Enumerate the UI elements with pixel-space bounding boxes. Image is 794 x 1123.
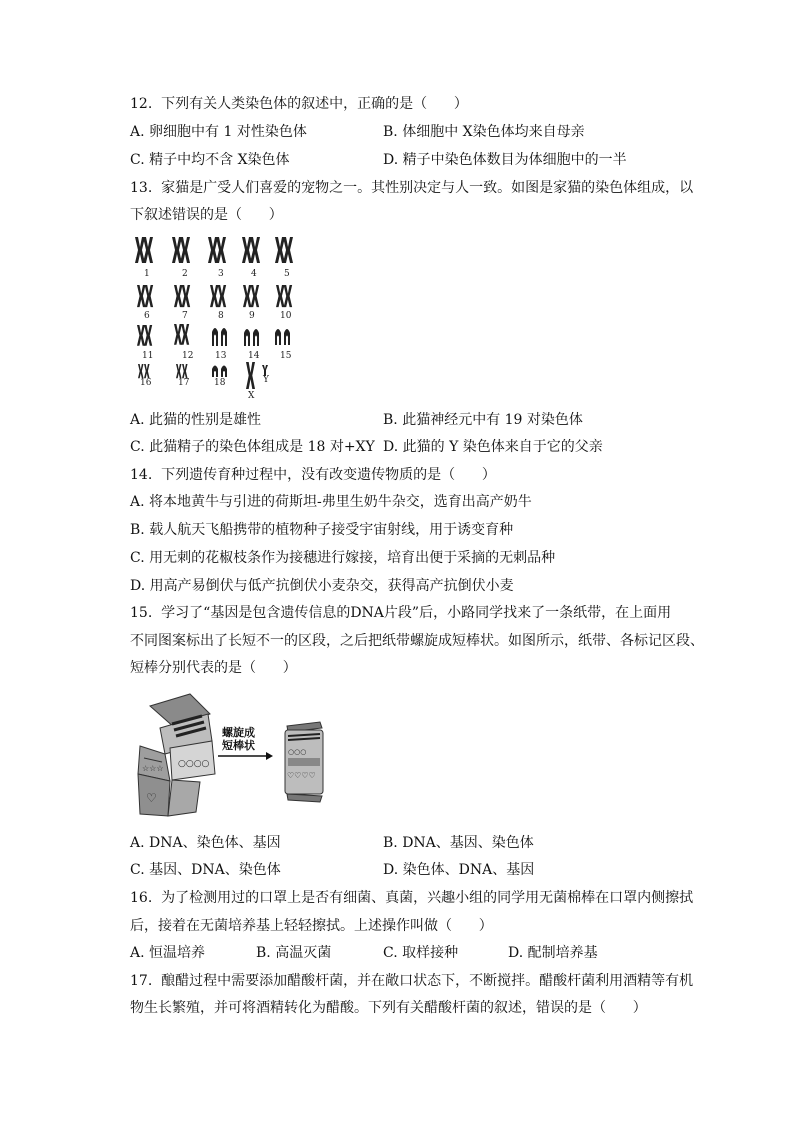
karyo-label-17: 17 bbox=[178, 378, 190, 388]
q13-option-b: B. 此猫神经元中有 19 对染色体 bbox=[383, 412, 583, 428]
karyo-label-7: 7 bbox=[182, 311, 188, 321]
q14-stem: 14. 下列遗传育种过程中，没有改变遗传物质的是（ ） bbox=[130, 467, 496, 483]
q16-option-c: C. 取样接种 bbox=[383, 945, 459, 961]
q16-option-b: B. 高温灭菌 bbox=[256, 945, 332, 961]
q15-stem-line3: 短棒分别代表的是（ ） bbox=[130, 660, 297, 676]
q17-stem-line1: 17. 酿醋过程中需要添加醋酸杆菌，并在敞口状态下，不断搅拌。醋酸杆菌利用酒精等有机 bbox=[130, 973, 694, 989]
q16-stem-line2: 后，接着在无菌培养基上轻轻擦拭。上述操作叫做（ ） bbox=[130, 918, 493, 934]
karyo-label-8: 8 bbox=[218, 311, 224, 321]
paper-strip-figure bbox=[130, 686, 330, 822]
arrow-label-line1: 螺旋成 bbox=[222, 726, 255, 739]
q16-option-a: A. 恒温培养 bbox=[130, 945, 206, 961]
karyo-label-6: 6 bbox=[144, 311, 150, 321]
karyo-label-9: 9 bbox=[249, 311, 255, 321]
q12-option-c: C. 精子中均不含 X染色体 bbox=[130, 152, 290, 168]
q12-option-a: A. 卵细胞中有 1 对性染色体 bbox=[130, 124, 307, 140]
svg-text:♡♡♡♡: ♡♡♡♡ bbox=[287, 771, 316, 780]
svg-text:○○○: ○○○ bbox=[288, 748, 307, 756]
q15-option-b: B. DNA、基因、染色体 bbox=[383, 835, 534, 851]
q13-stem-line1: 13. 家猫是广受人们喜爱的宠物之一。其性别决定与人一致。如图是家猫的染色体组成，以 bbox=[130, 180, 694, 196]
q13-option-a: A. 此猫的性别是雄性 bbox=[130, 412, 262, 428]
karyo-label-x: X bbox=[248, 391, 255, 401]
q13-option-c: C. 此猫精子的染色体组成是 18 对+XY bbox=[130, 439, 375, 455]
q16-stem-line1: 16. 为了检测用过的口罩上是否有细菌、真菌，兴趣小组的同学用无菌棉棒在口罩内侧擦拭 bbox=[130, 890, 694, 906]
q12-option-d: D. 精子中染色体数目为体细胞中的一半 bbox=[383, 152, 627, 168]
karyo-label-5: 5 bbox=[284, 269, 290, 279]
q17-stem-line2: 物生长繁殖，并可将酒精转化为醋酸。下列有关醋酸杆菌的叙述，错误的是（ ） bbox=[130, 1000, 647, 1016]
karyo-label-14: 14 bbox=[248, 351, 260, 361]
short-rod-illustration bbox=[285, 722, 323, 802]
q12-stem: 12. 下列有关人类染色体的叙述中，正确的是（ ） bbox=[130, 96, 468, 112]
karyo-label-1: 1 bbox=[144, 269, 150, 279]
q15-option-d: D. 染色体、DNA、基因 bbox=[383, 862, 535, 878]
karyo-label-12: 12 bbox=[182, 351, 194, 361]
karyo-label-13: 13 bbox=[215, 351, 227, 361]
q12-option-b: B. 体细胞中 X染色体均来自母亲 bbox=[383, 124, 585, 140]
q14-option-a: A. 将本地黄牛与引进的荷斯坦-弗里生奶牛杂交，选育出高产奶牛 bbox=[130, 494, 532, 510]
q15-stem-line1: 15. 学习了“基因是包含遗传信息的DNA片段”后，小路同学找来了一条纸带，在上面用 bbox=[130, 605, 672, 621]
karyo-label-y: Y bbox=[263, 375, 269, 385]
karyo-label-16: 16 bbox=[140, 378, 152, 388]
karyo-label-15: 15 bbox=[280, 351, 292, 361]
q16-option-d: D. 配制培养基 bbox=[508, 945, 598, 961]
karyo-label-2: 2 bbox=[182, 269, 188, 279]
karyo-label-10: 10 bbox=[280, 311, 292, 321]
karyo-label-4: 4 bbox=[251, 269, 257, 279]
svg-text:♡: ♡ bbox=[146, 791, 157, 805]
svg-text:○○○○: ○○○○ bbox=[178, 759, 210, 769]
q15-stem-line2: 不同图案标出了长短不一的区段，之后把纸带螺旋成短棒状。如图所示，纸带、各标记区段、 bbox=[130, 633, 704, 649]
cat-karyotype-figure bbox=[130, 232, 310, 402]
karyo-label-11: 11 bbox=[142, 351, 154, 361]
karyo-label-3: 3 bbox=[218, 269, 224, 279]
arrow-label-line2: 短棒状 bbox=[222, 739, 255, 752]
karyo-label-18: 18 bbox=[214, 378, 226, 388]
q14-option-c: C. 用无刺的花椒枝条作为接穗进行嫁接，培育出便于采摘的无刺品种 bbox=[130, 550, 556, 566]
q15-option-c: C. 基因、DNA、染色体 bbox=[130, 862, 281, 878]
q14-option-b: B. 载人航天飞船携带的植物种子接受宇宙射线，用于诱变育种 bbox=[130, 522, 514, 538]
q13-stem-line2: 下叙述错误的是（ ） bbox=[130, 207, 283, 223]
q14-option-d: D. 用高产易倒伏与低产抗倒伏小麦杂交，获得高产抗倒伏小麦 bbox=[130, 578, 514, 594]
svg-text:☆☆☆: ☆☆☆ bbox=[142, 764, 164, 773]
q13-option-d: D. 此猫的 Y 染色体来自于它的父亲 bbox=[383, 439, 603, 455]
q15-option-a: A. DNA、染色体、基因 bbox=[130, 835, 281, 851]
